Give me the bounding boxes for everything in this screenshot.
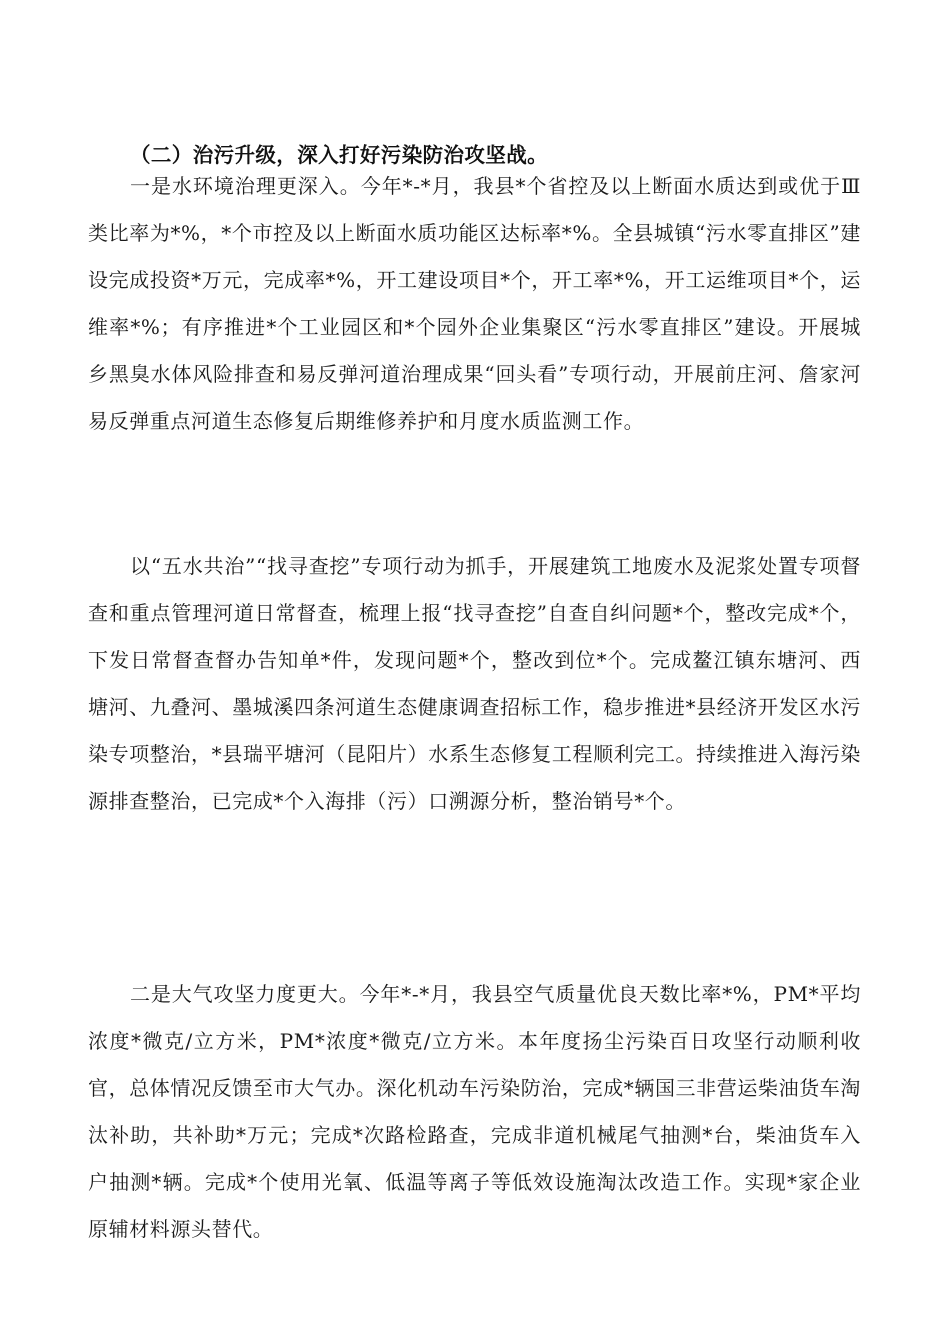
paragraph-five-water-campaign: 以“五水共治”“找寻查挖”专项行动为抓手，开展建筑工地废水及泥浆处置专项督查和重点管理河道日常督查，梳理上报“找寻查挖”自查自纠问题*个，整改完成*个，下发日常督查督办告知单*件，发现问题*个，整改到位*个。完成鳌江镇东塘河、西塘河、九叠河、墨城溪四条河道生态健康调查招标工作，稳步推进*县经济开发区水污染专项整治，*县瑞平塘河（昆阳片）水系生态修复工程顺利完工。持续推进入海污染源排查整治，已完成*个入海排（污）口溯源分析，整治销号*个。 — [88, 554, 861, 813]
paragraph-air-quality: 二是大气攻坚力度更大。今年*-*月，我县空气质量优良天数比率*%，PM*平均浓度*微克/立方米，PM*浓度*微克/立方米。本年度扬尘污染百日攻坚行动顺利收官，总体情况反馈至市大气办。深化机动车污染防治，完成*辆国三非营运柴油货车淘汰补助，共补助*万元；完成*次路检路查，完成非道机械尾气抽测*台，柴油货车入户抽测*辆。完成*个使用光氧、低温等离子等低效设施淘汰改造工作。实现*家企业原辅材料源头替代。 — [88, 982, 861, 1241]
section-heading: （二）治污升级，深入打好污染防治攻坚战。 — [130, 143, 548, 167]
paragraph-water-environment: 一是水环境治理更深入。今年*-*月，我县*个省控及以上断面水质达到或优于Ⅲ类比率为*%，*个市控及以上断面水质功能区达标率*%。全县城镇“污水零直排区”建设完成投资*万元，完成率*%，开工建设项目*个，开工率*%，开工运维项目*个，运维率*%；有序推进*个工业园区和*个园外企业集聚区“污水零直排区”建设。开展城乡黑臭水体风险排查和易反弹河道治理成果“回头看”专项行动，开展前庄河、詹家河易反弹重点河道生态修复后期维修养护和月度水质监测工作。 — [88, 174, 861, 433]
